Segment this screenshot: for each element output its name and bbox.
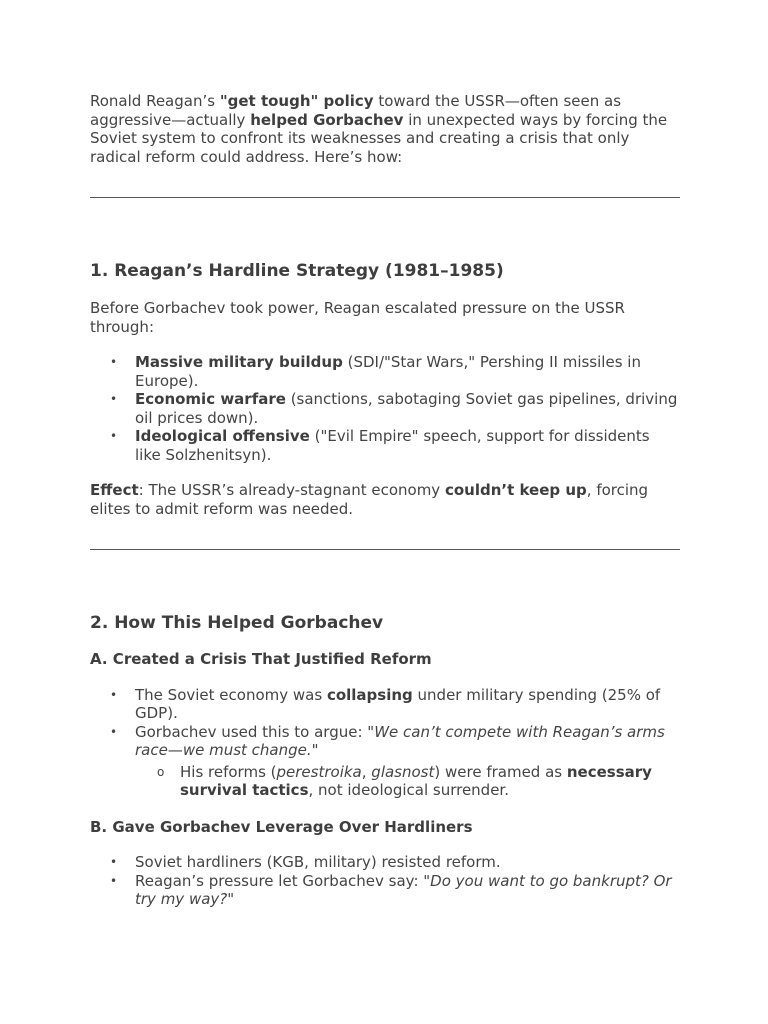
intro-text: Ronald Reagan’s xyxy=(90,92,220,110)
list-item-italic: We can’t compete with Reagan’s arms race—we must change. xyxy=(135,722,665,759)
bullet-icon: • xyxy=(110,687,118,702)
intro-bold-policy: "get tough" policy xyxy=(219,92,374,110)
intro-text: in unexpected ways by forcing the Soviet system to confront its weaknesses and creating a crisis that only radical reform could address. Here’s how: xyxy=(90,110,668,166)
bullet-icon: • xyxy=(110,724,118,739)
list-item xyxy=(90,686,680,723)
list-item-text: , not ideological surrender. xyxy=(308,781,509,799)
effect-bold: couldn’t keep up xyxy=(444,481,587,499)
section-1-lead: Before Gorbachev took power, Reagan escalated pressure on the USSR through: xyxy=(90,299,625,336)
list-item xyxy=(90,390,680,427)
bullet-icon: • xyxy=(110,355,118,369)
bullet-icon: • xyxy=(110,392,118,406)
effect-text: : The USSR’s already-stagnant economy xyxy=(138,481,445,499)
list-item-bold: Economic warfare xyxy=(135,390,286,408)
list-item-italic: Do you want to go bankrupt? Or try my way? xyxy=(135,871,672,908)
subsection-b-heading: B. Gave Gorbachev Leverage Over Hardliners xyxy=(90,817,473,836)
bullet-icon: • xyxy=(110,855,118,869)
list-item-bold: necessary survival tactics xyxy=(180,762,652,799)
bullet-icon: • xyxy=(110,429,118,443)
subsection-b-list xyxy=(90,853,680,909)
list-item-text: Reagan’s pressure let Gorbachev say: " xyxy=(135,871,431,890)
list-item xyxy=(90,427,680,464)
list-item-text: Soviet hardliners (KGB, military) resisted reform. xyxy=(135,853,501,871)
list-item-text: Gorbachev used this to argue: " xyxy=(135,722,375,741)
document-content xyxy=(90,92,680,909)
list-item-text: " xyxy=(311,741,319,759)
section-1-heading: 1. Reagan’s Hardline Strategy (1981–1985) xyxy=(90,261,504,281)
intro-bold-helped: helped Gorbachev xyxy=(250,110,404,129)
sub-bullet-icon: o xyxy=(157,764,165,779)
subsection-a-list xyxy=(90,686,680,760)
subsection-a-sublist xyxy=(90,763,680,800)
effect-label: Effect xyxy=(90,481,139,499)
list-item-text: (sanctions, sabotaging Soviet gas pipelines, driving oil prices down). xyxy=(135,390,678,427)
list-item xyxy=(90,853,680,872)
list-item-italic: perestroika xyxy=(276,762,362,781)
list-item-text: under military spending (25% of GDP). xyxy=(135,685,661,722)
list-item-text: His reforms ( xyxy=(180,762,277,781)
list-item xyxy=(90,723,680,760)
sub-list-item xyxy=(90,763,680,800)
list-item-text: ("Evil Empire" speech, support for dissidents like Solzhenitsyn). xyxy=(135,427,650,464)
horizontal-rule xyxy=(90,197,680,198)
list-item-italic: glasnost xyxy=(371,762,435,781)
list-item xyxy=(90,872,680,909)
list-item xyxy=(90,353,680,390)
list-item-text: , xyxy=(361,762,372,781)
list-item-text: (SDI/"Star Wars," Pershing II missiles in Europe). xyxy=(135,353,641,390)
subsection-a-heading: A. Created a Crisis That Justified Reform xyxy=(90,650,432,668)
list-item-bold: Massive military buildup xyxy=(135,353,343,371)
list-item-text: The Soviet economy was xyxy=(135,685,327,704)
bullet-icon: • xyxy=(110,873,118,888)
list-item-text: " xyxy=(227,890,235,908)
effect-paragraph xyxy=(90,481,680,518)
intro-text: toward the USSR—often seen as aggressive—actually xyxy=(90,92,622,129)
list-item-bold: collapsing xyxy=(326,685,413,704)
horizontal-rule xyxy=(90,549,680,550)
list-item-bold: Ideological offensive xyxy=(135,427,310,445)
effect-text: , forcing elites to admit reform was needed. xyxy=(90,481,649,518)
section-1-list xyxy=(90,353,680,464)
section-2-heading: 2. How This Helped Gorbachev xyxy=(90,613,384,633)
intro-paragraph xyxy=(90,92,680,166)
list-item-text: ) were framed as xyxy=(434,762,567,781)
